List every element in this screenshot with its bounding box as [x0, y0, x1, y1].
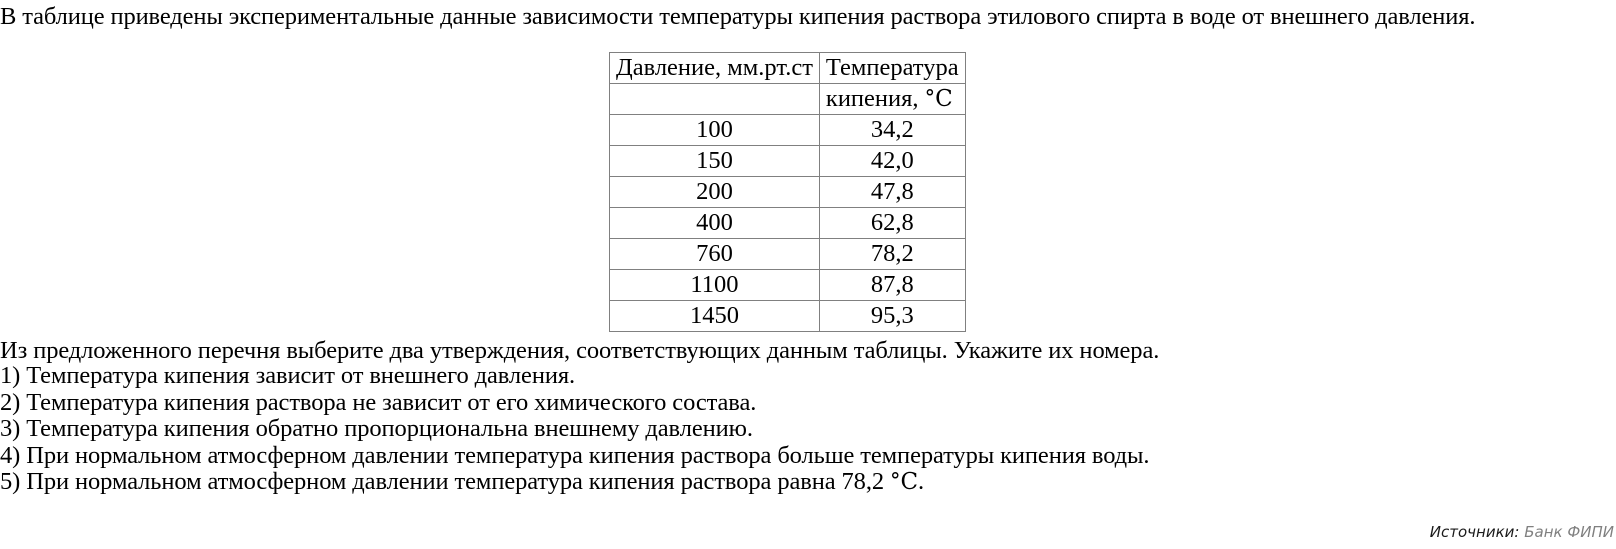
table-row [610, 270, 966, 301]
table-row [610, 177, 966, 208]
table-row [610, 301, 966, 332]
boiling-point-table [609, 52, 966, 332]
table-row [610, 208, 966, 239]
temperature-unit-prefix: кипения, [825, 84, 925, 112]
source-label: Источники: [1429, 523, 1520, 541]
table-header-row-1 [610, 53, 966, 84]
option-5-text: 5) При нормальном атмосферном давлении температура кипения раствора равна 78,2 [0, 468, 891, 495]
celsius-letter: C [935, 85, 953, 112]
table-body [610, 53, 966, 332]
option-item-4: 4) При нормальном атмосферном давлении температура кипения раствора больше температуры кипения воды. [0, 441, 1150, 469]
cell-pressure: 1100 [610, 270, 820, 301]
option-5-period: . [917, 468, 924, 495]
column-header-temperature-line2 [819, 84, 965, 115]
degree-sign-icon: ° [924, 85, 936, 110]
options-list [0, 363, 1149, 496]
cell-temperature: 42,0 [819, 146, 965, 177]
option-item-3: 3) Температура кипения обратно пропорциональна внешнему давлению. [0, 415, 753, 442]
column-header-pressure-blank [610, 84, 820, 115]
source-value: Банк ФИПИ [1524, 523, 1614, 541]
column-header-temperature-line1: Температура [819, 53, 965, 84]
cell-temperature: 95,3 [819, 301, 965, 332]
table-row [610, 239, 966, 270]
degree-sign-icon: ° [890, 469, 901, 493]
cell-pressure: 400 [610, 208, 820, 239]
cell-temperature: 87,8 [819, 270, 965, 301]
cell-pressure: 760 [610, 239, 820, 270]
cell-pressure: 1450 [610, 301, 820, 332]
cell-pressure: 100 [610, 115, 820, 146]
intro-paragraph: В таблице приведены экспериментальные данные зависимости температуры кипения раствора этилового спирта в воде от внешнего давления. [0, 3, 1476, 30]
table-row [610, 146, 966, 177]
question-prompt: Из предложенного перечня выберите два утверждения, соответствующих данным таблицы. Укажите их номера. [0, 337, 1160, 364]
table-row [610, 115, 966, 146]
option-item-5 [0, 469, 1149, 496]
source-footer [1430, 523, 1614, 541]
celsius-letter: C [900, 469, 918, 495]
cell-temperature: 78,2 [819, 239, 965, 270]
data-table-container [609, 52, 966, 332]
cell-temperature: 62,8 [819, 208, 965, 239]
cell-pressure: 150 [610, 146, 820, 177]
column-header-pressure: Давление, мм.рт.ст [610, 53, 820, 84]
table-header-row-2 [610, 84, 966, 115]
option-item-1: 1) Температура кипения зависит от внешнего давления. [0, 362, 576, 389]
cell-temperature: 34,2 [819, 115, 965, 146]
cell-temperature: 47,8 [819, 177, 965, 208]
cell-pressure: 200 [610, 177, 820, 208]
option-item-2: 2) Температура кипения раствора не зависит от его химического состава. [0, 388, 757, 416]
